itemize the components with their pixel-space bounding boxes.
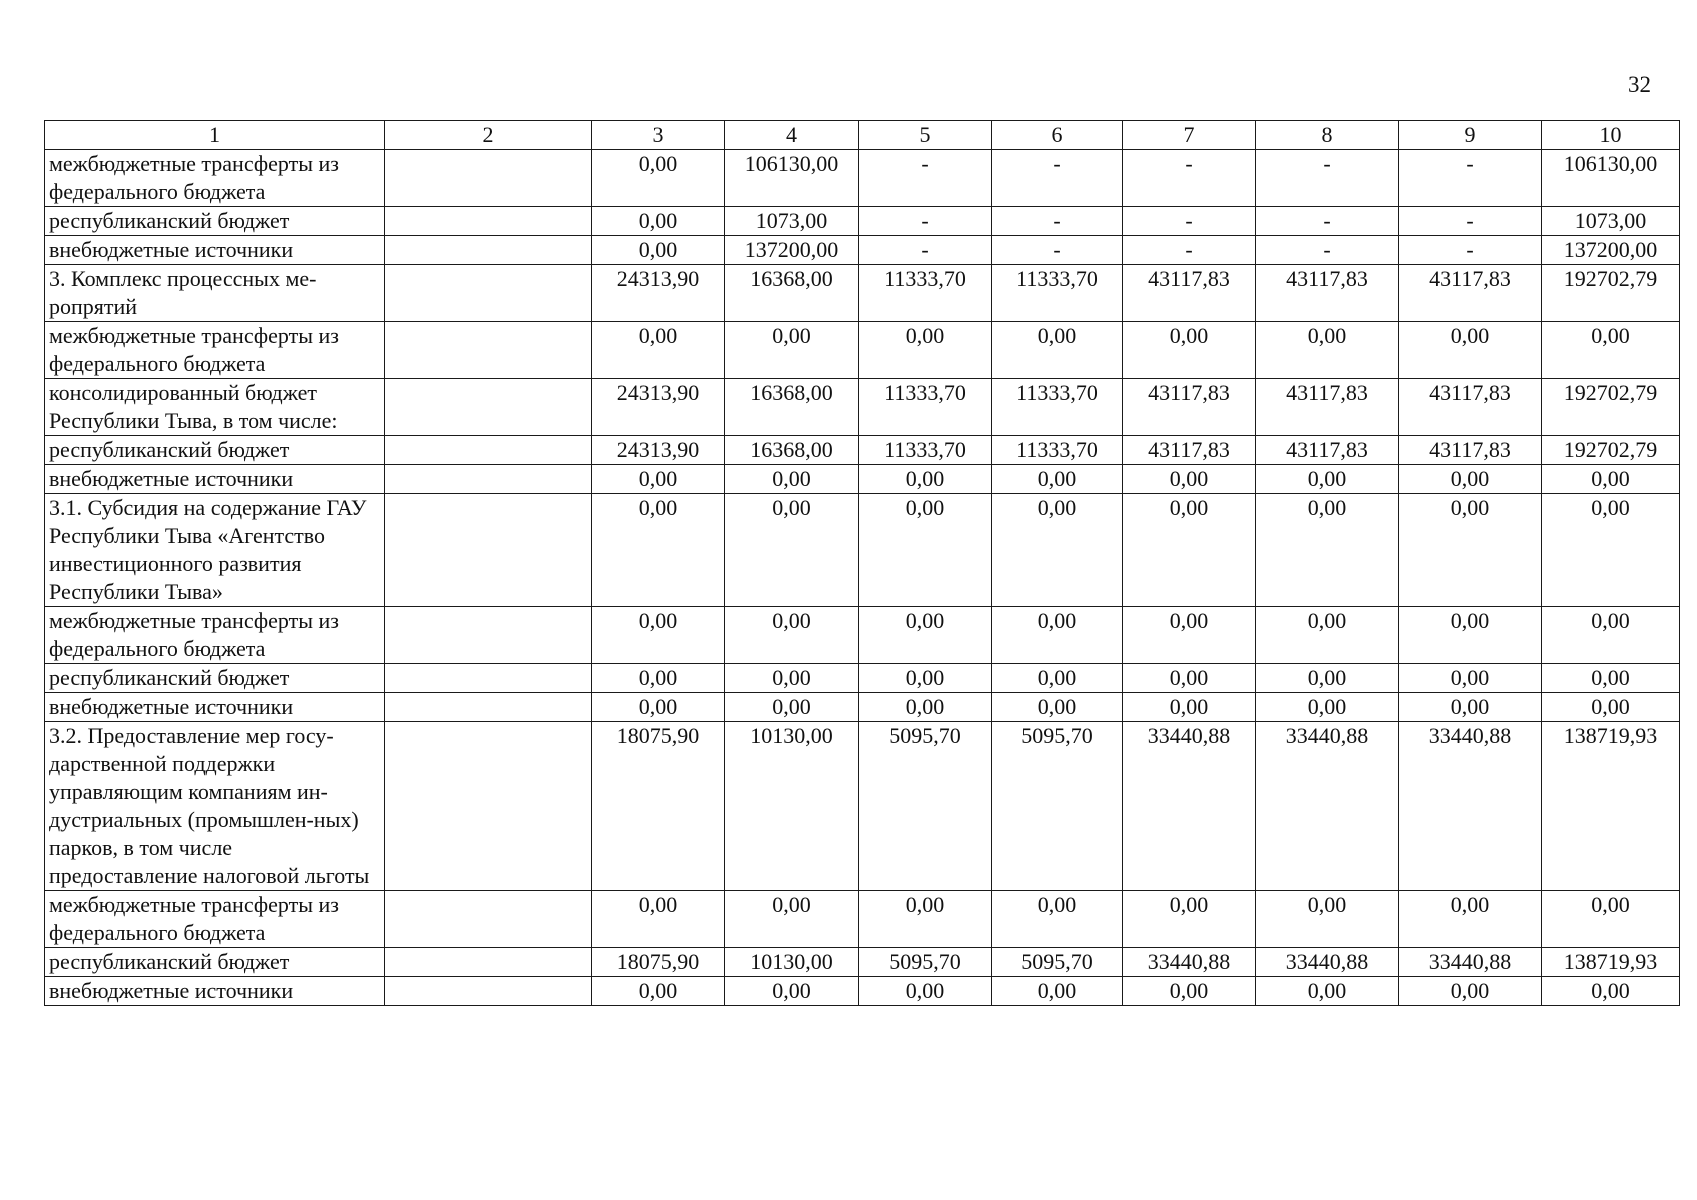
value-cell: 137200,00 (1542, 236, 1680, 265)
value-cell: 0,00 (592, 236, 725, 265)
value-cell: 0,00 (592, 322, 725, 379)
value-cell: - (1399, 236, 1542, 265)
value-cell: 0,00 (592, 494, 725, 607)
row-label: республиканский бюджет (45, 948, 385, 977)
table-row (45, 607, 1680, 664)
value-cell: 43117,83 (1256, 265, 1399, 322)
value-cell: 11333,70 (859, 379, 992, 436)
row-label: межбюджетные трансферты из федерального бюджета (45, 322, 385, 379)
column-header: 2 (385, 121, 592, 150)
table-row (45, 494, 1680, 607)
column-header: 7 (1123, 121, 1256, 150)
value-cell: 11333,70 (992, 379, 1123, 436)
value-cell: 0,00 (1256, 977, 1399, 1006)
value-cell: 0,00 (859, 494, 992, 607)
column-header: 5 (859, 121, 992, 150)
value-cell: 0,00 (859, 322, 992, 379)
value-cell: 0,00 (1542, 977, 1680, 1006)
value-cell: 16368,00 (725, 436, 859, 465)
value-cell: - (859, 236, 992, 265)
value-cell: 24313,90 (592, 436, 725, 465)
value-cell: 11333,70 (859, 265, 992, 322)
value-cell: 11333,70 (992, 265, 1123, 322)
value-cell: 43117,83 (1399, 265, 1542, 322)
row-label: межбюджетные трансферты из федерального бюджета (45, 891, 385, 948)
value-cell: 0,00 (725, 607, 859, 664)
value-cell: 11333,70 (992, 436, 1123, 465)
table-row (45, 693, 1680, 722)
value-cell: 0,00 (1399, 693, 1542, 722)
value-cell: 5095,70 (992, 722, 1123, 891)
column-header: 10 (1542, 121, 1680, 150)
value-cell: 0,00 (1256, 494, 1399, 607)
value-cell: 18075,90 (592, 948, 725, 977)
value-cell: 0,00 (1542, 322, 1680, 379)
value-cell: 1073,00 (1542, 207, 1680, 236)
value-cell: 18075,90 (592, 722, 725, 891)
value-cell: - (1399, 150, 1542, 207)
value-cell: - (1399, 207, 1542, 236)
column-header: 3 (592, 121, 725, 150)
value-cell: 0,00 (859, 693, 992, 722)
table-row (45, 891, 1680, 948)
value-cell: - (1123, 150, 1256, 207)
value-cell: 5095,70 (992, 948, 1123, 977)
value-cell: 43117,83 (1123, 436, 1256, 465)
value-cell: 33440,88 (1256, 948, 1399, 977)
value-cell: 0,00 (592, 977, 725, 1006)
value-cell: - (1256, 236, 1399, 265)
value-cell: 0,00 (725, 664, 859, 693)
value-cell: 0,00 (1256, 607, 1399, 664)
table-row (45, 322, 1680, 379)
value-cell: - (992, 150, 1123, 207)
value-cell: 0,00 (725, 494, 859, 607)
value-cell: 0,00 (725, 693, 859, 722)
value-cell: - (859, 207, 992, 236)
header-row (45, 121, 1680, 150)
value-cell: 0,00 (859, 891, 992, 948)
value-cell: 0,00 (1399, 494, 1542, 607)
column-2-cell (385, 494, 592, 607)
value-cell: 0,00 (592, 207, 725, 236)
value-cell: 0,00 (992, 322, 1123, 379)
value-cell: 0,00 (1399, 891, 1542, 948)
value-cell: 33440,88 (1123, 948, 1256, 977)
value-cell: - (992, 207, 1123, 236)
value-cell: - (1256, 150, 1399, 207)
table-row (45, 207, 1680, 236)
table-row (45, 265, 1680, 322)
value-cell: 0,00 (1399, 607, 1542, 664)
value-cell: 0,00 (992, 607, 1123, 664)
row-label: внебюджетные источники (45, 465, 385, 494)
value-cell: 0,00 (1542, 693, 1680, 722)
column-header: 4 (725, 121, 859, 150)
value-cell: 138719,93 (1542, 722, 1680, 891)
value-cell: 0,00 (592, 891, 725, 948)
value-cell: 43117,83 (1123, 265, 1256, 322)
value-cell: 0,00 (725, 322, 859, 379)
value-cell: 43117,83 (1256, 436, 1399, 465)
value-cell: 11333,70 (859, 436, 992, 465)
budget-table (44, 120, 1680, 1006)
row-label: республиканский бюджет (45, 436, 385, 465)
value-cell: 33440,88 (1123, 722, 1256, 891)
value-cell: 0,00 (1256, 891, 1399, 948)
value-cell: - (859, 150, 992, 207)
value-cell: 0,00 (1123, 664, 1256, 693)
row-label: консолидированный бюджет Республики Тыва, в том числе: (45, 379, 385, 436)
column-2-cell (385, 207, 592, 236)
table-row (45, 977, 1680, 1006)
row-label: внебюджетные источники (45, 693, 385, 722)
table-row (45, 664, 1680, 693)
value-cell: 0,00 (1256, 465, 1399, 494)
value-cell: - (1123, 207, 1256, 236)
value-cell: 0,00 (992, 494, 1123, 607)
value-cell: 10130,00 (725, 948, 859, 977)
value-cell: 0,00 (1123, 494, 1256, 607)
row-label: внебюджетные источники (45, 977, 385, 1006)
value-cell: 192702,79 (1542, 436, 1680, 465)
value-cell: 0,00 (859, 465, 992, 494)
value-cell: 0,00 (1542, 607, 1680, 664)
value-cell: 33440,88 (1399, 722, 1542, 891)
table-row (45, 465, 1680, 494)
value-cell: 106130,00 (725, 150, 859, 207)
value-cell: 33440,88 (1399, 948, 1542, 977)
value-cell: 0,00 (1542, 465, 1680, 494)
value-cell: 138719,93 (1542, 948, 1680, 977)
value-cell: 0,00 (1399, 977, 1542, 1006)
row-label: 3.1. Субсидия на содержание ГАУ Республики Тыва «Агентство инвестиционного развития Республики Тыва» (45, 494, 385, 607)
column-2-cell (385, 379, 592, 436)
value-cell: - (992, 236, 1123, 265)
column-header: 6 (992, 121, 1123, 150)
column-header: 8 (1256, 121, 1399, 150)
value-cell: 0,00 (859, 977, 992, 1006)
column-2-cell (385, 664, 592, 693)
value-cell: 0,00 (1399, 322, 1542, 379)
value-cell: - (1123, 236, 1256, 265)
value-cell: 24313,90 (592, 265, 725, 322)
column-2-cell (385, 948, 592, 977)
value-cell: 0,00 (592, 664, 725, 693)
value-cell: 16368,00 (725, 265, 859, 322)
value-cell: 0,00 (1123, 322, 1256, 379)
value-cell: 192702,79 (1542, 379, 1680, 436)
column-header: 9 (1399, 121, 1542, 150)
column-2-cell (385, 722, 592, 891)
row-label: межбюджетные трансферты из федерального бюджета (45, 150, 385, 207)
value-cell: 0,00 (1542, 494, 1680, 607)
value-cell: 43117,83 (1399, 436, 1542, 465)
value-cell: 10130,00 (725, 722, 859, 891)
value-cell: 1073,00 (725, 207, 859, 236)
value-cell: 0,00 (992, 465, 1123, 494)
value-cell: 0,00 (1123, 465, 1256, 494)
value-cell: 137200,00 (725, 236, 859, 265)
value-cell: 192702,79 (1542, 265, 1680, 322)
column-2-cell (385, 607, 592, 664)
value-cell: 5095,70 (859, 722, 992, 891)
table-row (45, 722, 1680, 891)
value-cell: 0,00 (1256, 664, 1399, 693)
value-cell: 0,00 (1123, 977, 1256, 1006)
value-cell: 0,00 (1542, 664, 1680, 693)
column-header: 1 (45, 121, 385, 150)
value-cell: 0,00 (992, 977, 1123, 1006)
value-cell: 0,00 (992, 693, 1123, 722)
column-2-cell (385, 436, 592, 465)
value-cell: 43117,83 (1256, 379, 1399, 436)
value-cell: 0,00 (992, 891, 1123, 948)
column-2-cell (385, 265, 592, 322)
column-2-cell (385, 465, 592, 494)
value-cell: 0,00 (859, 664, 992, 693)
value-cell: 0,00 (992, 664, 1123, 693)
value-cell: 0,00 (725, 465, 859, 494)
value-cell: 5095,70 (859, 948, 992, 977)
value-cell: 43117,83 (1123, 379, 1256, 436)
value-cell: 0,00 (592, 150, 725, 207)
value-cell: 0,00 (1123, 607, 1256, 664)
value-cell: - (1256, 207, 1399, 236)
table-row (45, 948, 1680, 977)
value-cell: 0,00 (725, 891, 859, 948)
value-cell: 0,00 (859, 607, 992, 664)
value-cell: 0,00 (592, 693, 725, 722)
row-label: межбюджетные трансферты из федерального бюджета (45, 607, 385, 664)
column-2-cell (385, 236, 592, 265)
column-2-cell (385, 891, 592, 948)
table-row (45, 236, 1680, 265)
value-cell: 0,00 (592, 607, 725, 664)
value-cell: 33440,88 (1256, 722, 1399, 891)
row-label: республиканский бюджет (45, 207, 385, 236)
table-row (45, 150, 1680, 207)
value-cell: 24313,90 (592, 379, 725, 436)
value-cell: 0,00 (1399, 465, 1542, 494)
column-2-cell (385, 977, 592, 1006)
value-cell: 43117,83 (1399, 379, 1542, 436)
table-body (45, 121, 1680, 1006)
value-cell: 0,00 (1542, 891, 1680, 948)
row-label: внебюджетные источники (45, 236, 385, 265)
column-2-cell (385, 693, 592, 722)
row-label: республиканский бюджет (45, 664, 385, 693)
table-row (45, 436, 1680, 465)
value-cell: 0,00 (1256, 322, 1399, 379)
value-cell: 16368,00 (725, 379, 859, 436)
value-cell: 0,00 (1256, 693, 1399, 722)
column-2-cell (385, 322, 592, 379)
value-cell: 0,00 (725, 977, 859, 1006)
page-number: 32 (1628, 72, 1651, 97)
value-cell: 0,00 (1399, 664, 1542, 693)
column-2-cell (385, 150, 592, 207)
value-cell: 0,00 (1123, 891, 1256, 948)
row-label: 3. Комплекс процессных ме-ропрятий (45, 265, 385, 322)
value-cell: 0,00 (1123, 693, 1256, 722)
table-row (45, 379, 1680, 436)
value-cell: 0,00 (592, 465, 725, 494)
row-label: 3.2. Предоставление мер госу-дарственной поддержки управляющим компаниям ин-дустриальных (промышлен-ных) парков, в том числе предоставление налоговой льготы (45, 722, 385, 891)
value-cell: 106130,00 (1542, 150, 1680, 207)
